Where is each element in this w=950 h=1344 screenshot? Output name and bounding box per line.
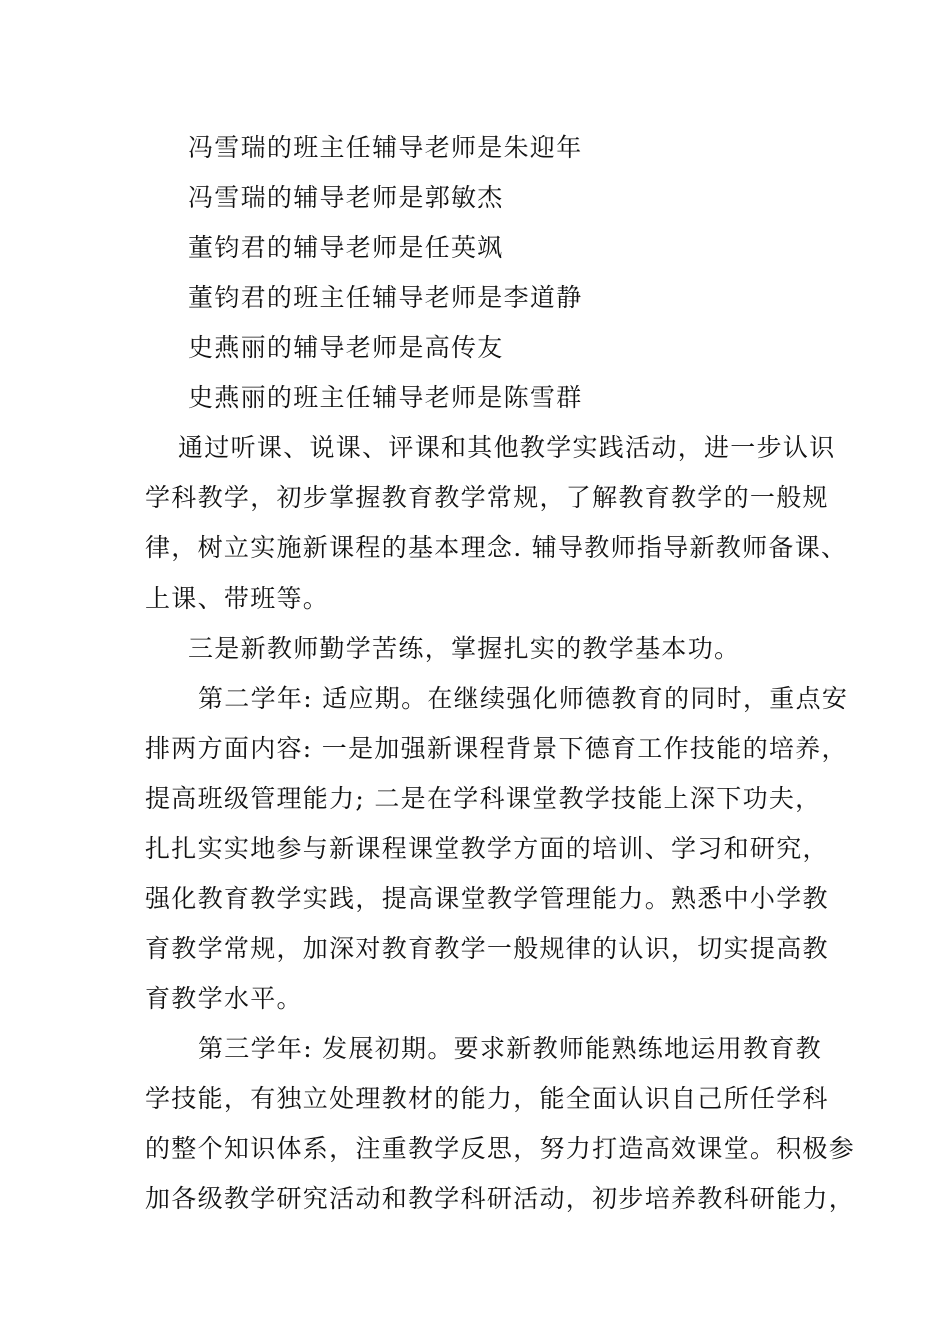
paragraph-3-line-2: 排两方面内容: 一是加强新课程背景下德育工作技能的培养，: [145, 734, 848, 763]
tutor-line-5: 史燕丽的辅导老师是高传友: [188, 333, 504, 362]
paragraph-4-line-1: 第三学年: 发展初期。要求新教师能熟练地运用教育教: [198, 1034, 822, 1063]
paragraph-4-line-3: 的整个知识体系，注重教学反思，努力打造高效课堂。积极参: [145, 1134, 856, 1163]
paragraph-1-line-1: 通过听课、说课、评课和其他教学实践活动，进一步认识: [178, 433, 836, 462]
paragraph-3-line-5: 强化教育教学实践，提高课堂教学管理能力。熟悉中小学教: [145, 884, 829, 913]
paragraph-3-line-7: 育教学水平。: [145, 984, 303, 1013]
tutor-line-4: 董钧君的班主任辅导老师是李道静: [188, 283, 583, 312]
paragraph-4-line-2: 学技能，有独立处理教材的能力，能全面认识自己所任学科: [145, 1084, 829, 1113]
paragraph-3-line-1: 第二学年: 适应期。在继续强化师德教育的同时，重点安: [198, 684, 849, 713]
paragraph-3-line-3: 提高班级管理能力; 二是在学科课堂教学技能上深下功夫，: [145, 784, 822, 813]
paragraph-3-line-4: 扎扎实实地参与新课程课堂教学方面的培训、学习和研究，: [145, 834, 829, 863]
tutor-line-3: 董钧君的辅导老师是任英飒: [188, 233, 504, 262]
tutor-line-1: 冯雪瑞的班主任辅导老师是朱迎年: [188, 133, 583, 162]
paragraph-1-line-3: 律，树立实施新课程的基本理念. 辅导教师指导新教师备课、: [145, 533, 848, 562]
paragraph-3-line-6: 育教学常规，加深对教育教学一般规律的认识，切实提高教: [145, 934, 829, 963]
paragraph-1-line-4: 上课、带班等。: [145, 584, 330, 613]
paragraph-2-line-1: 三是新教师勤学苦练，掌握扎实的教学基本功。: [188, 634, 741, 663]
paragraph-4-line-4: 加各级教学研究活动和教学科研活动，初步培养教科研能力，: [145, 1184, 856, 1213]
tutor-line-6: 史燕丽的班主任辅导老师是陈雪群: [188, 383, 583, 412]
paragraph-1-line-2: 学科教学，初步掌握教育教学常规，了解教育教学的一般规: [145, 483, 829, 512]
tutor-line-2: 冯雪瑞的辅导老师是郭敏杰: [188, 183, 504, 212]
